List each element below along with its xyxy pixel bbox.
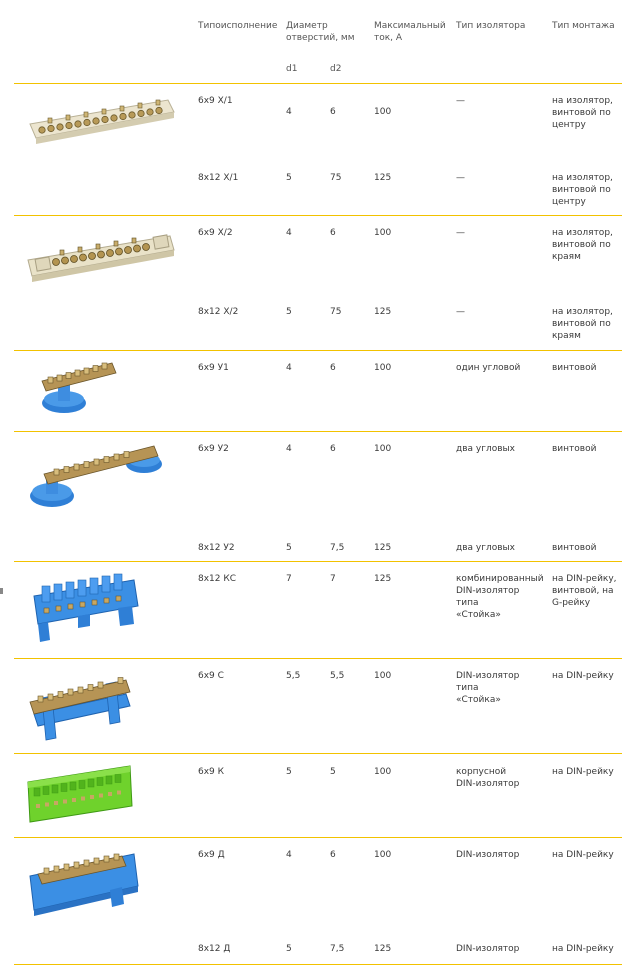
busbar-blue-din-stand-image — [26, 664, 136, 744]
row-divider — [14, 350, 622, 351]
cell-current: 100 — [374, 850, 392, 860]
cell-insulator: два угловых — [456, 444, 515, 454]
cell-d2: 75 — [330, 307, 342, 317]
row-divider — [14, 561, 622, 562]
cell-current: 100 — [374, 671, 392, 681]
cell-d1: 4 — [286, 444, 292, 454]
cell-type: 8х12 Д — [198, 944, 231, 954]
cell-mount: на изолятор, винтовой по центру — [552, 173, 613, 207]
cell-d2: 6 — [330, 228, 336, 238]
cell-d1: 4 — [286, 228, 292, 238]
cell-d2: 6 — [330, 444, 336, 454]
cell-current: 100 — [374, 444, 392, 454]
cell-insulator: два угловых — [456, 543, 515, 553]
busbar-blue-one-angle-image — [38, 357, 120, 421]
cell-d2: 7,5 — [330, 543, 345, 553]
row-divider — [14, 83, 622, 84]
cell-d2: 7 — [330, 574, 336, 584]
row-divider — [14, 215, 622, 216]
header-type: Типоисполнение — [198, 21, 278, 31]
cell-d2: 6 — [330, 107, 336, 117]
cell-d1: 4 — [286, 363, 292, 373]
cell-d1: 5 — [286, 307, 292, 317]
cell-type: 6х9 С — [198, 671, 224, 681]
row-divider — [14, 431, 622, 432]
cell-type: 8х12 У2 — [198, 543, 235, 553]
cell-d1: 7 — [286, 574, 292, 584]
cell-mount: на DIN-рейку — [552, 671, 614, 681]
busbar-blue-two-angle-image — [26, 438, 166, 514]
header-d1: d1 — [286, 64, 298, 74]
cell-d2: 75 — [330, 173, 342, 183]
cell-d2: 6 — [330, 850, 336, 860]
busbar-blue-combined-din-image — [28, 566, 142, 644]
cell-d1: 5 — [286, 543, 292, 553]
cell-current: 100 — [374, 228, 392, 238]
busbar-beige-center-image — [28, 92, 176, 150]
cell-mount: на изолятор, винтовой по краям — [552, 307, 613, 341]
cell-type: 8х12 Х/1 — [198, 173, 239, 183]
cell-current: 100 — [374, 767, 392, 777]
cell-current: 100 — [374, 107, 392, 117]
header-d2: d2 — [330, 64, 342, 74]
header-insulator: Тип изолятора — [456, 21, 526, 31]
cell-insulator: комбинированный DIN-изолятор типа «Стойка» — [456, 574, 544, 620]
cell-d2: 5 — [330, 767, 336, 777]
page-edge-marker — [0, 588, 3, 594]
header-current: Максимальный ток, А — [374, 21, 446, 43]
row-divider — [14, 753, 622, 754]
cell-type: 8х12 Х/2 — [198, 307, 239, 317]
cell-type: 8х12 КС — [198, 574, 237, 584]
cell-type: 6х9 Х/2 — [198, 228, 233, 238]
cell-mount: на DIN-рейку — [552, 850, 614, 860]
cell-mount: винтовой — [552, 363, 597, 373]
cell-d1: 5 — [286, 944, 292, 954]
cell-insulator: DIN-изолятор — [456, 850, 520, 860]
cell-d2: 6 — [330, 363, 336, 373]
cell-d1: 4 — [286, 107, 292, 117]
row-divider — [14, 658, 622, 659]
cell-d1: 5,5 — [286, 671, 301, 681]
cell-d2: 5,5 — [330, 671, 345, 681]
cell-current: 125 — [374, 574, 392, 584]
cell-insulator: — — [456, 173, 465, 183]
cell-type: 6х9 Д — [198, 850, 225, 860]
cell-type: 6х9 Х/1 — [198, 96, 233, 106]
cell-mount: винтовой — [552, 543, 597, 553]
cell-mount: на изолятор, винтовой по центру — [552, 96, 613, 130]
cell-mount: винтовой — [552, 444, 597, 454]
cell-d1: 5 — [286, 767, 292, 777]
cell-current: 100 — [374, 363, 392, 373]
cell-type: 6х9 У2 — [198, 444, 229, 454]
cell-insulator: DIN-изолятор — [456, 944, 520, 954]
cell-mount: на DIN-рейку, винтовой, на G-рейку — [552, 574, 617, 608]
cell-type: 6х9 У1 — [198, 363, 229, 373]
cell-current: 125 — [374, 543, 392, 553]
busbar-green-housing-image — [26, 760, 136, 826]
cell-current: 125 — [374, 173, 392, 183]
cell-insulator: — — [456, 228, 465, 238]
cell-mount: на изолятор, винтовой по краям — [552, 228, 613, 262]
header-mount: Тип монтажа — [552, 21, 615, 31]
cell-mount: на DIN-рейку — [552, 944, 614, 954]
cell-insulator: один угловой — [456, 363, 521, 373]
cell-mount: на DIN-рейку — [552, 767, 614, 777]
row-divider — [14, 964, 622, 965]
row-divider — [14, 837, 622, 838]
cell-d1: 4 — [286, 850, 292, 860]
cell-insulator: — — [456, 307, 465, 317]
cell-current: 125 — [374, 944, 392, 954]
cell-insulator: — — [456, 96, 465, 106]
cell-type: 6х9 К — [198, 767, 225, 777]
cell-d1: 5 — [286, 173, 292, 183]
cell-insulator: корпусной DIN-изолятор — [456, 767, 520, 789]
cell-d2: 7,5 — [330, 944, 345, 954]
busbar-blue-din-image — [26, 846, 142, 922]
busbar-beige-edges-image — [26, 226, 176, 286]
cell-current: 125 — [374, 307, 392, 317]
cell-insulator: DIN-изолятор типа «Стойка» — [456, 671, 520, 705]
header-diameter: Диаметр отверстий, мм — [286, 21, 355, 43]
